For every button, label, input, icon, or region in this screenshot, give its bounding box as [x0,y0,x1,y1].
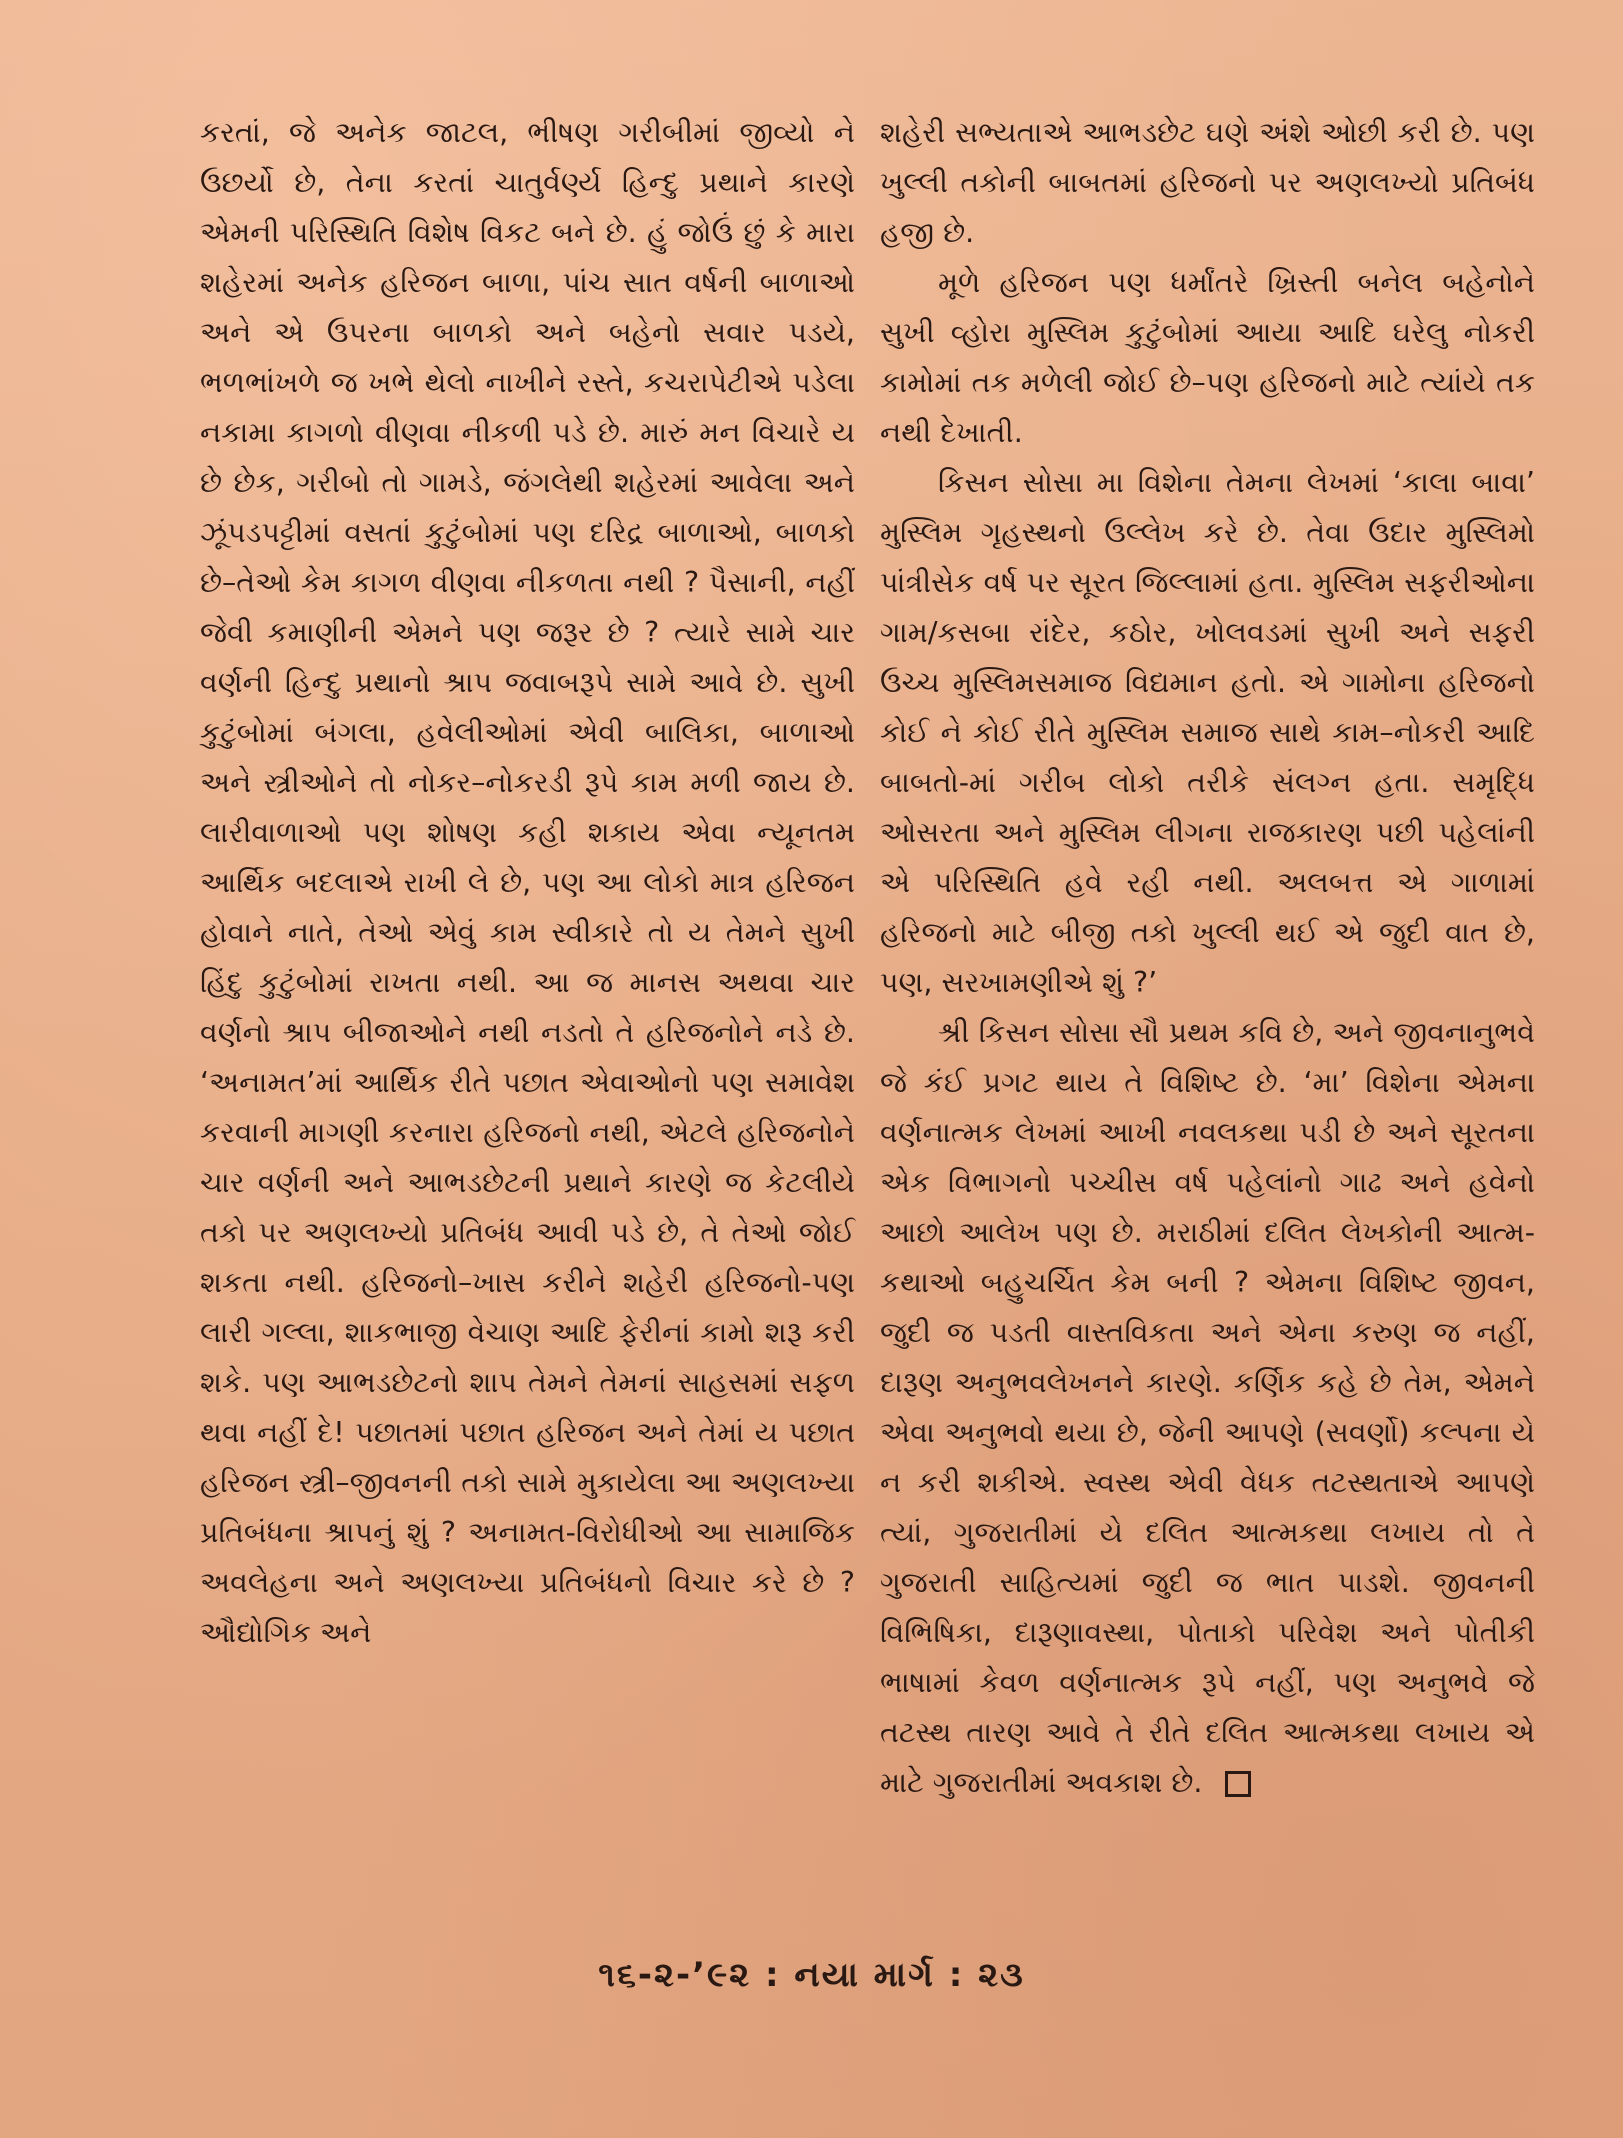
end-of-article-square-icon [1225,1771,1251,1797]
paragraph-text: શ્રી કિસન સોસા સૌ પ્રથમ કવિ છે, અને જીવનાનુભવે જે કંઈ પ્રગટ થાય તે વિશિષ્ટ છે. ‘મા’ વિશેના એમના વર્ણનાત્મક લેખમાં આખી નવલકથા પડી છે અને સૂરતના એક વિભાગનો પચ્ચીસ વર્ષ પહેલાંનો ગાઢ અને હવેનો આછો આલેખ પણ છે. મરાઠીમાં દલિત લેખકોની આત્મ-કથાઓ બહુચર્ચિત કેમ બની ? એમના વિશિષ્ટ જીવન, જુદી જ પડતી વાસ્તવિકતા અને એના કરુણ જ નહીં, દારૂણ અનુભવલેખનને કારણે. કર્ણિક કહે છે તેમ, એમને એવા અનુભવો થયા છે, જેની આપણે (સવર્ણો) કલ્પના યે ન કરી શકીએ. સ્વસ્થ એવી વેધક તટસ્થતાએ આપણે ત્યાં, ગુજરાતીમાં યે દલિત આત્મકથા લખાય તો તે ગુજરાતી સાહિત્યમાં જુદી જ ભાત પાડશે. જીવનની વિભિષિકા, દારૂણાવસ્થા, પોતાકો પરિવેશ અને પોતીકી ભાષામાં કેવળ વર્ણનાત્મક રૂપે નહીં, પણ અનુભવે જે તટસ્થ તારણ આવે તે રીતે દલિત આત્મકથા લખાય એ માટે ગુજરાતીમાં અવકાશ છે. [880,1016,1535,1799]
page-footer: ૧૬-૨-’૯૨ : નયા માર્ગ : ૨૩ [598,1955,1025,1995]
paragraph: કિસન સોસા મા વિશેના તેમના લેખમાં ‘કાલા બાવા’ મુસ્લિમ ગૃહસ્થનો ઉલ્લેખ કરે છે. તેવા ઉદાર મુસ્લિમો પાંત્રીસેક વર્ષ પર સૂરત જિલ્લામાં હતા. મુસ્લિમ સફરીઓના ગામ/કસબા રાંદેર, કઠોર, ખોલવડમાં સુખી અને સફરી ઉચ્ચ મુસ્લિમસમાજ વિદ્યમાન હતો. એ ગામોના હરિજનો કોઈ ને કોઈ રીતે મુસ્લિમ સમાજ સાથે કામ–નોકરી આદિ બાબતો-માં ગરીબ લોકો તરીકે સંલગ્ન હતા. સમૃદ્ધિ ઓસરતા અને મુસ્લિમ લીગના રાજકારણ પછી પહેલાંની એ પરિસ્થિતિ હવે રહી નથી. અલબત્ત એ ગાળામાં હરિજનો માટે બીજી તકો ખુલ્લી થઈ એ જુદી વાત છે, પણ, સરખામણીએ શું ?’ [880,466,1535,999]
paragraph: મૂળે હરિજન પણ ધર્માંતરે ખ્રિસ્તી બનેલ બહેનોને સુખી વ્હોરા મુસ્લિમ કુટુંબોમાં આયા આદિ ઘરેલુ નોકરી કામોમાં તક મળેલી જોઈ છે–પણ હરિજનો માટે ત્યાંયે તક નથી દેખાતી. [880,266,1535,449]
left-column [200,108,855,1658]
paragraph-last [880,1008,1535,1808]
right-column [880,108,1535,1808]
paragraph: શહેરી સભ્યતાએ આભડછેટ ઘણે અંશે ઓછી કરી છે. પણ ખુલ્લી તકોની બાબતમાં હરિજનો પર અણલખ્યો પ્રતિબંધ હજી છે. [880,116,1535,249]
paragraph: કરતાં, જે અનેક જાટલ, ભીષણ ગરીબીમાં જીવ્યો ને ઉછર્યો છે, તેના કરતાં ચાતુર્વર્ણ્ય હિન્દુ પ્રથાને કારણે એમની પરિસ્થિતિ વિશેષ વિકટ બને છે. હું જોઉં છું કે મારા શહેરમાં અનેક હરિજન બાળા, પાંચ સાત વર્ષની બાળાઓ અને એ ઉપરના બાળકો અને બહેનો સવાર પડયે, ભળભાંખળે જ ખભે થેલો નાખીને રસ્તે, કચરાપેટીએ પડેલા નકામા કાગળો વીણવા નીકળી પડે છે. મારું મન વિચારે ય છે છેક, ગરીબો તો ગામડે, જંગલેથી શહેરમાં આવેલા અને ઝૂંપડપટ્ટીમાં વસતાં કુટુંબોમાં પણ દરિદ્ર બાળાઓ, બાળકો છે–તેઓ કેમ કાગળ વીણવા નીકળતા નથી ? પૈસાની, નહીં જેવી કમાણીની એમને પણ જરૂર છે ? ત્યારે સામે ચાર વર્ણની હિન્દુ પ્રથાનો શ્રાપ જવાબરૂપે સામે આવે છે. સુખી કુટુંબોમાં બંગલા, હવેલીઓમાં એવી બાલિકા, બાળાઓ અને સ્ત્રીઓને તો નોકર–નોકરડી રૂપે કામ મળી જાય છે. લારીવાળાઓ પણ શોષણ કહી શકાય એવા ન્યૂનતમ આર્થિક બદલાએ રાખી લે છે, પણ આ લોકો માત્ર હરિજન હોવાને નાતે, તેઓ એવું કામ સ્વીકારે તો ય તેમને સુખી હિંદુ કુટુંબોમાં રાખતા નથી. આ જ માનસ અથવા ચાર વર્ણનો શ્રાપ બીજાઓને નથી નડતો તે હરિજનોને નડે છે. ‘અનામત’માં આર્થિક રીતે પછાત એવાઓનો પણ સમાવેશ કરવાની માગણી કરનારા હરિજનો નથી, એટલે હરિજનોને ચાર વર્ણની અને આભડછેટની પ્રથાને કારણે જ કેટલીયે તકો પર અણલખ્યો પ્રતિબંધ આવી પડે છે, તે તેઓ જોઈ શકતા નથી. હરિજનો–ખાસ કરીને શહેરી હરિજનો-પણ લારી ગલ્લા, શાકભાજી વેચાણ આદિ ફેરીનાં કામો શરૂ કરી શકે. પણ આભડછેટનો શાપ તેમને તેમનાં સાહસમાં સફળ થવા નહીં દે! પછાતમાં પછાત હરિજન અને તેમાં ય પછાત હરિજન સ્ત્રી–જીવનની તકો સામે મુકાયેલા આ અણલખ્યા પ્રતિબંધના શ્રાપનું શું ? અનામત-વિરોધીઓ આ સામાજિક અવલેહના અને અણલખ્યા પ્રતિબંધનો વિચાર કરે છે ? ઔદ્યોગિક અને [200,116,855,1649]
